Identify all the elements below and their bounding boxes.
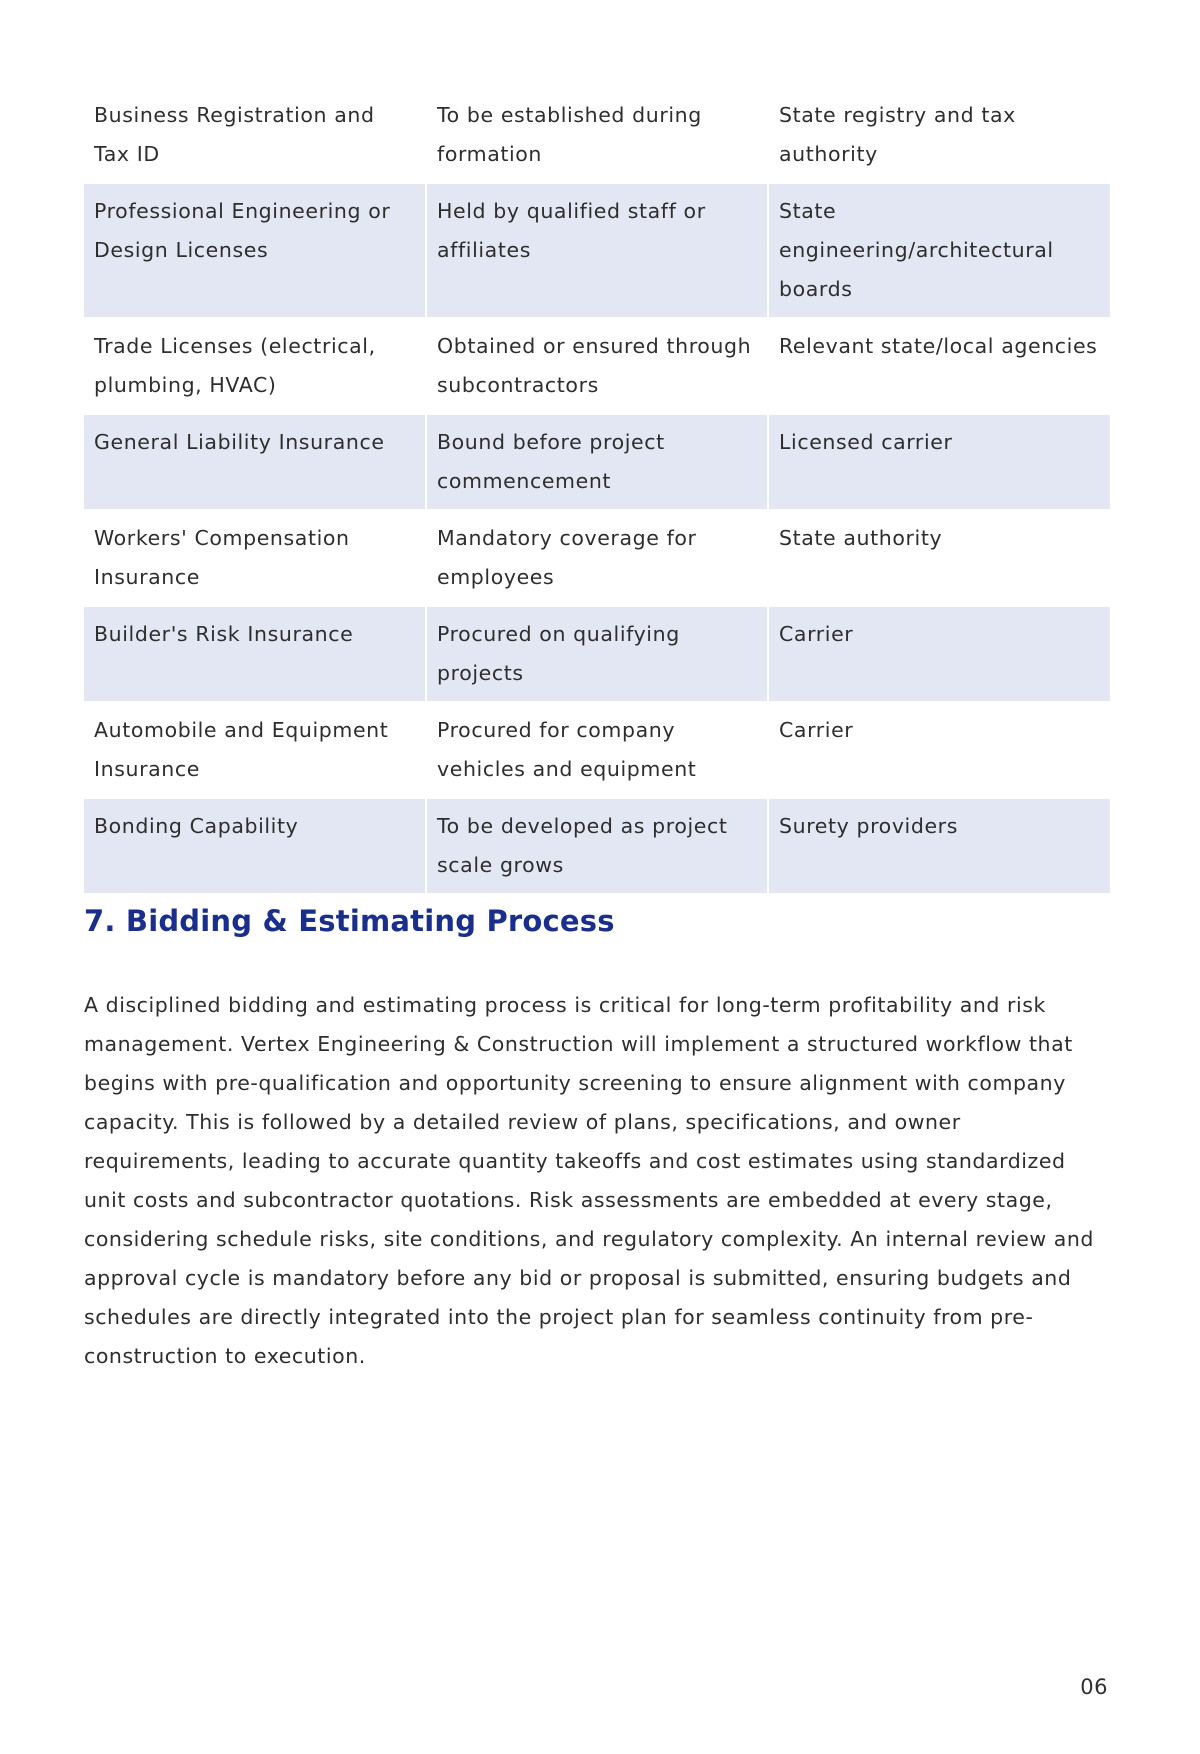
table-cell-authority: State engineering/architectural boards: [768, 183, 1110, 318]
table-cell-item: Builder's Risk Insurance: [84, 606, 426, 702]
table-cell-authority: State authority: [779, 526, 943, 550]
table-row: [84, 798, 1110, 894]
table-cell-item: Automobile and Equipment Insurance: [84, 702, 426, 798]
table-cell-authority: Carrier: [768, 606, 1110, 702]
table-cell-status: Mandatory coverage for employees: [426, 510, 768, 606]
table-cell-authority: Surety providers: [768, 798, 1110, 894]
table-cell-item: Trade Licenses (electrical, plumbing, HVAC): [84, 318, 426, 414]
table-cell-authority: Carrier: [779, 718, 854, 742]
table-cell-authority: State registry and tax authority: [779, 103, 1016, 166]
table-cell-status: Procured on qualifying projects: [426, 606, 768, 702]
table-cell-status: Held by qualified staff or affiliates: [426, 183, 768, 318]
table-row: [84, 318, 1110, 414]
table-cell-status: Obtained or ensured through subcontractors: [426, 318, 768, 414]
table-cell-item: Business Registration and Tax ID: [84, 88, 426, 183]
table-cell-authority: Licensed carrier: [768, 414, 1110, 510]
table-cell-status: To be established during formation: [426, 88, 768, 183]
requirements-table-container: [84, 88, 1110, 895]
table-cell-item: Bonding Capability: [84, 798, 426, 894]
licenses-insurance-table: [84, 88, 1110, 895]
table-cell-status: Procured for company vehicles and equipment: [426, 702, 768, 798]
table-cell-item: General Liability Insurance: [84, 414, 426, 510]
table-cell-authority: Relevant state/local agencies: [779, 334, 1098, 358]
section-body-paragraph: A disciplined bidding and estimating process is critical for long-term profitability and risk management. Vertex Engineering & Construction will implement a structured workflow that begins with pre-qualification and opportunity screening to ensure alignment with company capacity. This is followed by a detailed review of plans, specifications, and owner requirements, leading to accurate quantity takeoffs and cost estimates using standardized unit costs and subcontractor quotations. Risk assessments are embedded at every stage, considering schedule risks, site conditions, and regulatory complexity. An internal review and approval cycle is mandatory before any bid or proposal is submitted, ensuring budgets and schedules are directly integrated into the project plan for seamless continuity from pre-construction to execution.: [84, 993, 1094, 1368]
table-row: [84, 88, 1110, 183]
table-row: [84, 183, 1110, 318]
table-cell-item: Professional Engineering or Design Licenses: [84, 183, 426, 318]
table-cell-status: Bound before project commencement: [426, 414, 768, 510]
section-heading: 7. Bidding & Estimating Process: [84, 904, 615, 938]
page-number: 06: [1080, 1675, 1108, 1699]
table-row: [84, 606, 1110, 702]
table-cell-item: Workers' Compensation Insurance: [84, 510, 426, 606]
table-cell-status: To be developed as project scale grows: [426, 798, 768, 894]
table-row: [84, 702, 1110, 798]
table-row: [84, 414, 1110, 510]
table-row: [84, 510, 1110, 606]
